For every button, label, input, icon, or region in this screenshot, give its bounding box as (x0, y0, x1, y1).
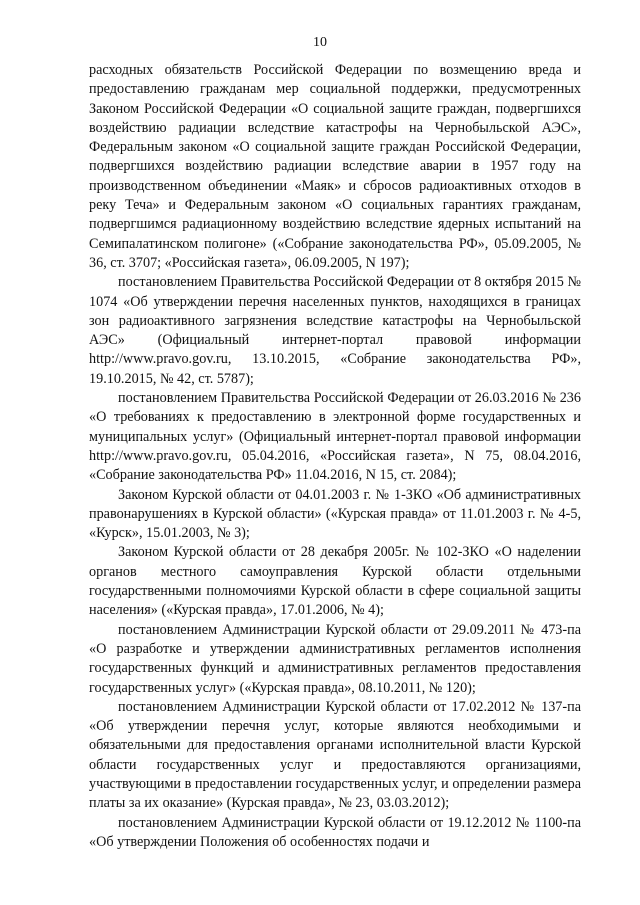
paragraph-administration-decree-473: постановлением Администрации Курской области от 29.09.2011 № 473-па «О разработке и утверждении административных регламентов исполнения государственных функций и административных регламентов предоставления государственных услуг» («Курская правда», 08.10.2011, № 120); (89, 621, 581, 696)
paragraph-kursk-law-1-zko: Законом Курской области от 04.01.2003 г. № 1-ЗКО «Об административных правонарушениях в Курской области» («Курская правда» от 11.01.2003 г. № 4-5, «Курск», 15.01.2003, № 3); (89, 486, 581, 542)
paragraph-government-decree-236: постановлением Правительства Российской Федерации от 26.03.2016 № 236 «О требованиях к предоставлению в электронной форме государственных и муниципальных услуг» (Официальный интернет-портал правовой информации http://www.pravo.gov.ru, 05.04.2016, «Российская газета», N 75, 08.04.2016, «Собрание законодательства РФ» 11.04.2016, N 15, ст. 2084); (89, 390, 581, 484)
paragraph-administration-decree-137: постановлением Администрации Курской области от 17.02.2012 № 137-па «Об утверждении перечня услуг, которые являются необходимыми и обязательными для предоставления органами исполнительной власти Курской области государственных услуг и предоставляются организациями, участвующими в предоставлении государственных услуг, и определении размера платы за их оказание» (Курская правда», № 23, 03.03.2012); (89, 698, 581, 812)
paragraph-government-decree-1074: постановлением Правительства Российской Федерации от 8 октября 2015 № 1074 «Об утверждении перечня населенных пунктов, находящихся в границах зон радиоактивного загрязнения вследствие катастрофы на Чернобыльской АЭС» (Официальный интернет-портал правовой информации http://www.pravo.gov.ru, 13.10.2015, «Собрание законодательства РФ», 19.10.2015, № 42, ст. 5787); (89, 274, 581, 387)
paragraph-administration-decree-1100: постановлением Администрации Курской области от 19.12.2012 № 1100-па «Об утверждении Положения об особенностях подачи и (89, 814, 581, 850)
paragraph-kursk-law-102-zko: Законом Курской области от 28 декабря 2005г. № 102-ЗКО «О наделении органов местного самоуправления Курской области отдельными государственными полномочиями Курской области в сфере социальной защиты населения» («Курская правда», 17.01.2006, № 4); (89, 544, 581, 619)
document-body (89, 61, 581, 852)
paragraph-continuation: расходных обязательств Российской Федерации по возмещению вреда и предоставлению гражданам мер социальной поддержки, предусмотренных Законом Российской Федерации «О социальной защите граждан, подвергшихся воздействию радиации вследствие катастрофы на Чернобыльской АЭС», Федеральным законом «О социальной защите граждан Российской Федерации, подвергшихся воздействию радиации вследствие аварии в 1957 году на производственном объединении «Маяк» и сбросов радиоактивных отходов в реку Теча» и Федеральным законом «О социальных гарантиях гражданам, подвергшимся радиационному воздействию вследствие ядерных испытаний на Семипалатинском полигоне» («Собрание законодательства РФ», 05.09.2005, № 36, ст. 3707; «Российская газета», 06.09.2005, N 197); (89, 62, 581, 271)
page-number: 10 (313, 35, 327, 50)
